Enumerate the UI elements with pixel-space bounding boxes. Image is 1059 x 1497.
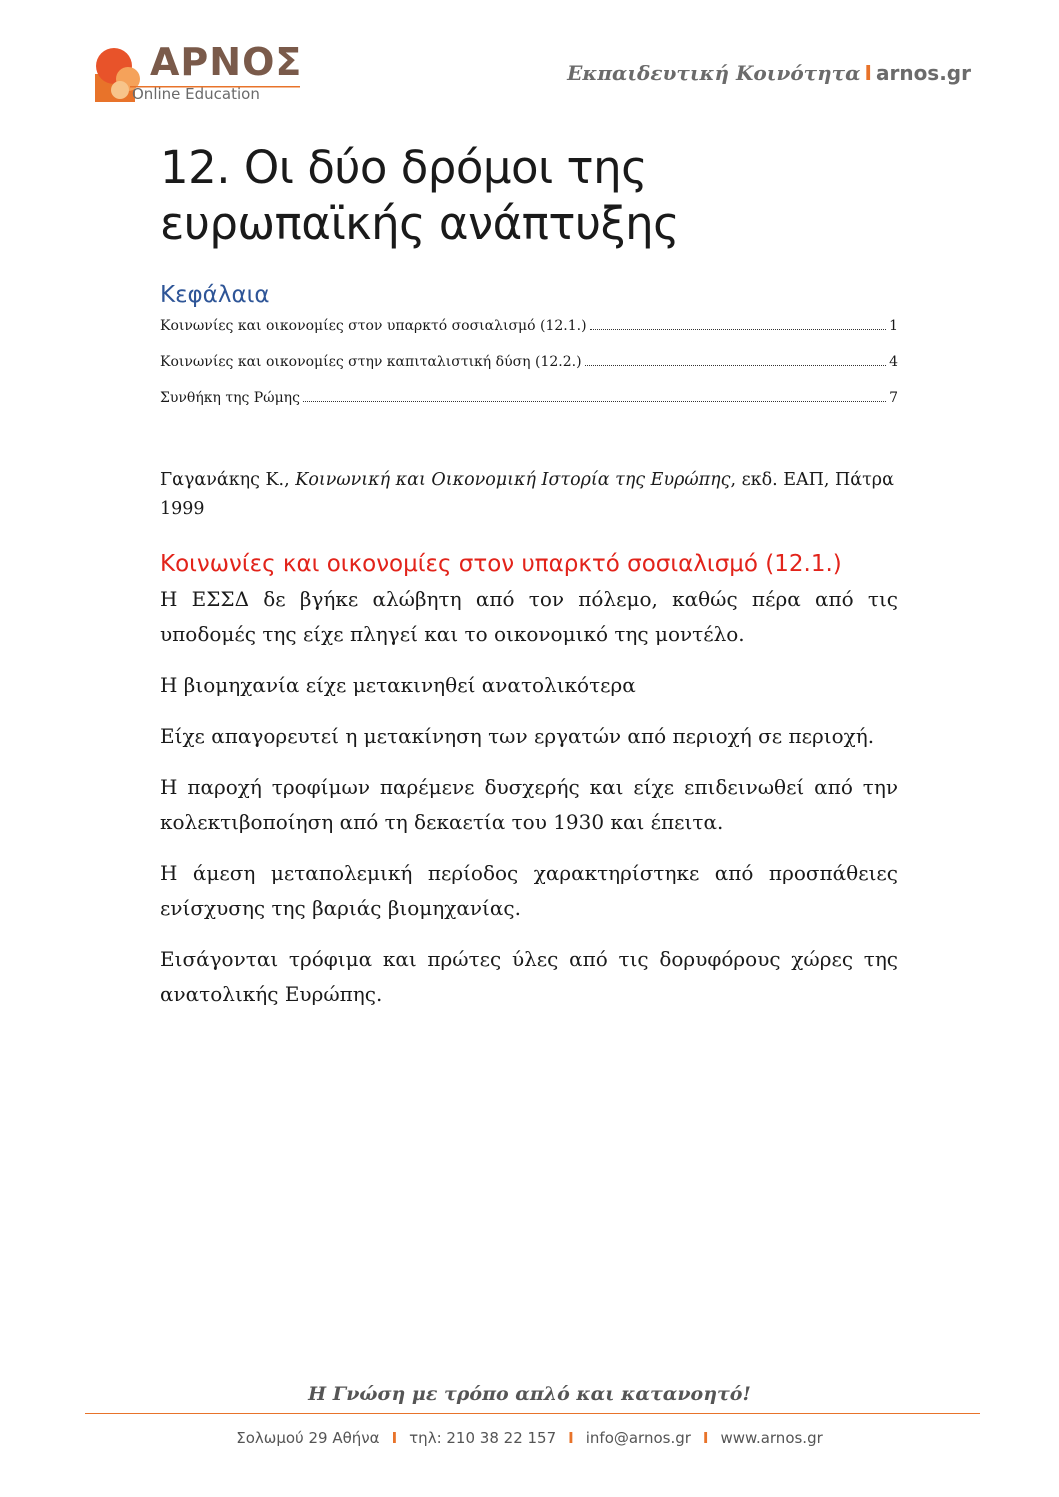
toc-item-page: 7: [889, 390, 898, 406]
toc-item-page: 1: [889, 318, 898, 334]
toc-leader: [585, 365, 887, 366]
reference-book: Κοινωνική και Οικονομική Ιστορία της Ευρώπης: [295, 470, 731, 490]
section-body: [160, 582, 898, 1028]
table-of-contents: [160, 316, 898, 424]
toc-item-label: Κοινωνίες και οικονομίες στην καπιταλιστική δύση (12.2.): [160, 354, 582, 370]
separator: I: [702, 1429, 709, 1447]
section-heading: Κοινωνίες και οικονομίες στον υπαρκτό σοσιαλισμό (12.1.): [160, 551, 842, 577]
toc-item-page: 4: [889, 354, 898, 370]
tagline-text: Εκπαιδευτική Κοινότητα: [567, 61, 861, 85]
footer-divider: [85, 1413, 980, 1414]
body-paragraph: Είχε απαγορευτεί η μετακίνηση των εργατών από περιοχή σε περιοχή.: [160, 724, 875, 748]
footer-contact: [0, 1429, 1059, 1447]
toc-item[interactable]: [160, 316, 898, 352]
body-paragraph: Η άμεση μεταπολεμική περίοδος χαρακτηρίστηκε από προσπάθειες ενίσχυσης της βαριάς βιομηχανίας.: [160, 861, 898, 920]
toc-item-label: Κοινωνίες και οικονομίες στον υπαρκτό σοσιαλισμό (12.1.): [160, 318, 587, 334]
body-paragraph: Η παροχή τροφίμων παρέμενε δυσχερής και είχε επιδεινωθεί από την κολεκτιβοποίηση από τη δεκαετία του 1930 και έπειτα.: [160, 775, 898, 834]
body-paragraph: Η βιομηχανία είχε μετακινηθεί ανατολικότερα: [160, 673, 636, 697]
toc-heading: Κεφάλαια: [160, 282, 270, 308]
site-link[interactable]: arnos.gr: [875, 61, 971, 85]
toc-item[interactable]: [160, 388, 898, 424]
footer-website[interactable]: www.arnos.gr: [720, 1429, 823, 1447]
footer-address: Σολωμού 29 Αθήνα: [236, 1429, 380, 1447]
toc-leader: [303, 401, 886, 402]
footer-motto: Η Γνώση με τρόπο απλό και κατανοητό!: [308, 1383, 751, 1405]
toc-item-label: Συνθήκη της Ρώμης: [160, 390, 300, 406]
separator: I: [864, 61, 872, 85]
reference-publisher: , εκδ. ΕΑΠ, Πάτρα 1999: [160, 470, 894, 519]
reference-author: Γαγανάκης Κ.,: [160, 470, 290, 490]
toc-item[interactable]: [160, 352, 898, 388]
body-paragraph: Εισάγονται τρόφιμα και πρώτες ύλες από τις δορυφόρους χώρες της ανατολικής Ευρώπης.: [160, 947, 898, 1006]
bibliography-reference: [160, 466, 898, 524]
separator: I: [568, 1429, 574, 1447]
separator: I: [391, 1429, 398, 1447]
logo-text: ΑΡΝΟΣ: [150, 40, 303, 84]
body-paragraph: Η ΕΣΣΔ δε βγήκε αλώβητη από τον πόλεμο, καθώς πέρα από τις υποδομές της είχε πληγεί και το οικονομικό της μοντέλο.: [160, 587, 898, 646]
logo-subtitle: Online Education: [132, 85, 260, 103]
header-tagline: [567, 63, 971, 83]
toc-leader: [590, 329, 887, 330]
page-title: 12. Οι δύο δρόμοι της ευρωπαϊκής ανάπτυξης: [160, 141, 680, 250]
footer-email[interactable]: info@arnos.gr: [585, 1429, 691, 1447]
footer-phone[interactable]: τηλ: 210 38 22 157: [409, 1429, 557, 1447]
